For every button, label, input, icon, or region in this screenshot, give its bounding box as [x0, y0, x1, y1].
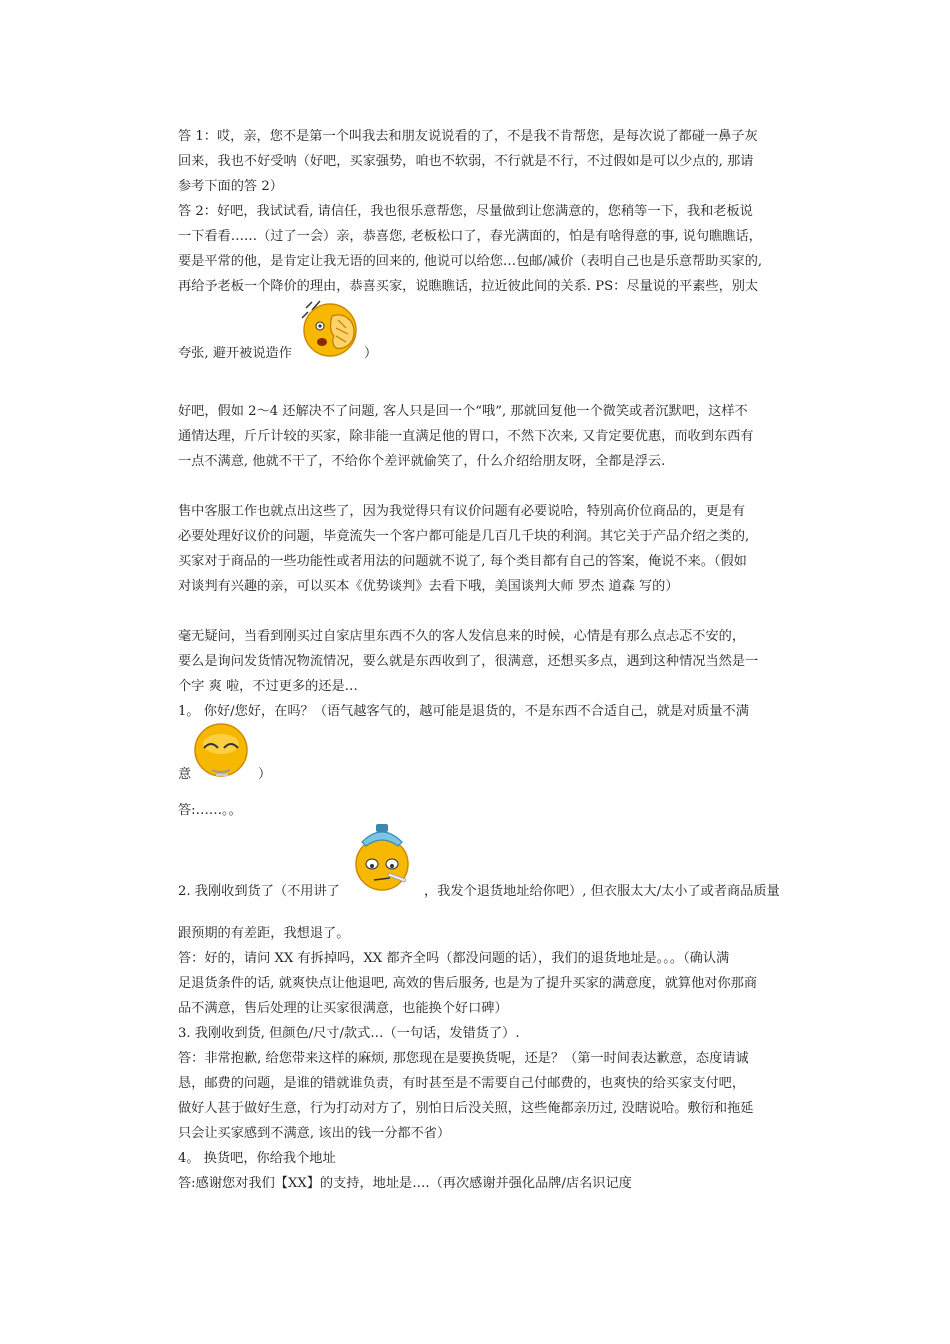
text-line: 必要处理好议价的问题，毕竟流失一个客户都可能是几百几千块的利润。其它关于产品介绍之类的, [178, 529, 750, 544]
text-line: 恳，邮费的问题，是谁的错就谁负责，有时甚至是不需要自己付邮费的，也爽快的给买家支付吧， [178, 1076, 746, 1091]
question-3: 3. 我刚收到货, 但颜色/尺寸/款式…（一句话，发错货了）. [178, 1026, 520, 1041]
text-line: 对谈判有兴趣的亲，可以买本《优势谈判》去看下哦，美国谈判大师 罗杰 道森 写的） [178, 579, 679, 594]
text-line: 做好人甚于做好生意，行为打动对方了，别怕日后没关照，这些俺都亲历过, 没瞎说哈。敷衍和拖延 [178, 1101, 754, 1116]
text-line: 毫无疑问，当看到刚买过自家店里东西不久的客人发信息来的时候，心情是有那么点忐忑不安的， [178, 629, 746, 644]
sick-ice-pack-emoji-icon [348, 820, 418, 894]
text-line: 买家对于商品的一些功能性或者用法的问题就不说了, 每个类目都有自己的答案，俺说不来。（假如 [178, 554, 747, 569]
text-line: 再给予老板一个降价的理由，恭喜买家，说瞧瞧话，拉近彼此间的关系. PS：尽量说的平素些，别太 [178, 279, 759, 294]
text-line: 品不满意，售后处理的让买家很满意，也能换个好口碑） [178, 1001, 508, 1016]
text-line: 答 2：好吧，我试试看, 请信任，我也很乐意帮您，尽量做到让您满意的，您稍等一下，我和老板说 [178, 204, 753, 219]
text-line: 要是平常的他，是肯定让我无语的回来的, 他说可以给您…包邮/减价（表明自己也是乐意帮助买家的, [178, 254, 763, 269]
text-line: 一点不满意, 他就不干了，不给你个差评就偷笑了，什么介绍给朋友呀，全都是浮云. [178, 454, 666, 469]
text-line: 足退货条件的话, 就爽快点让他退吧, 高效的售后服务, 也是为了提升买家的满意度，就算他对你那商 [178, 976, 758, 991]
text-line: ，我发个退货地址给你吧）, 但衣服太大/太小了或者商品质量 [424, 884, 780, 899]
text-line: 意 [178, 767, 192, 782]
question-2: 2. 我刚收到货了（不用讲了 [178, 884, 340, 899]
question-1: 1。 你好/您好，在吗？（语气越客气的，越可能是退货的，不是东西不合适自己，就是对质量不满 [178, 704, 749, 719]
hand-face-emoji-icon [298, 298, 360, 360]
text-line: 夸张, 避开被说造作 [178, 346, 292, 361]
text-line: ） [258, 767, 272, 782]
answer-2: 答：好的，请问 XX 有拆掉吗，XX 都齐全吗（都没问题的话），我们的退货地址是。。。（确认满 [178, 951, 730, 966]
answer-4: 答:感谢您对我们【XX】的支持，地址是….（再次感谢并强化品牌/店名识记度 [178, 1176, 632, 1191]
calm-smile-emoji-icon [190, 722, 252, 780]
text-line: ） [364, 346, 378, 361]
text-line: 答 1：哎，亲，您不是第一个叫我去和朋友说说看的了，不是我不肯帮您，是每次说了都碰一鼻子灰 [178, 129, 758, 144]
text-line: 售中客服工作也就点出这些了，因为我觉得只有议价问题有必要说哈，特别高价位商品的，更是有 [178, 504, 746, 519]
text-line: 跟预期的有差距，我想退了。 [178, 926, 350, 941]
text-line: 要么是询问发货情况物流情况，要么就是东西收到了，很满意，还想买多点，遇到这种情况当然是一 [178, 654, 759, 669]
text-line: 一下看看……（过了一会）亲，恭喜您, 老板松口了，春光满面的，怕是有啥得意的事, 说句瞧瞧话， [178, 229, 762, 244]
text-line: 参考下面的答 2） [178, 179, 283, 194]
text-line: 通情达理，斤斤计较的买家，除非能一直满足他的胃口，不然下次来, 又肯定要优惠，而收到东西有 [178, 429, 754, 444]
text-line: 只会让买家感到不满意, 该出的钱一分都不省） [178, 1126, 451, 1141]
text-line: 回来，我也不好受呐（好吧，买家强势，咱也不软弱，不行就是不行，不过假如是可以少点的, 那请 [178, 154, 754, 169]
question-4: 4。 换货吧，你给我个地址 [178, 1151, 336, 1166]
text-line: 好吧，假如 2～4 还解决不了问题, 客人只是回一个“哦”, 那就回复他一个微笑或者沉默吧，这样不 [178, 404, 748, 419]
answer-1: 答:……。。 [178, 803, 242, 818]
answer-3: 答：非常抱歉, 给您带来这样的麻烦, 那您现在是要换货呢，还是？（第一时间表达歉意，态度请诚 [178, 1051, 749, 1066]
text-line: 个字 爽 啦，不过更多的还是… [178, 679, 358, 694]
